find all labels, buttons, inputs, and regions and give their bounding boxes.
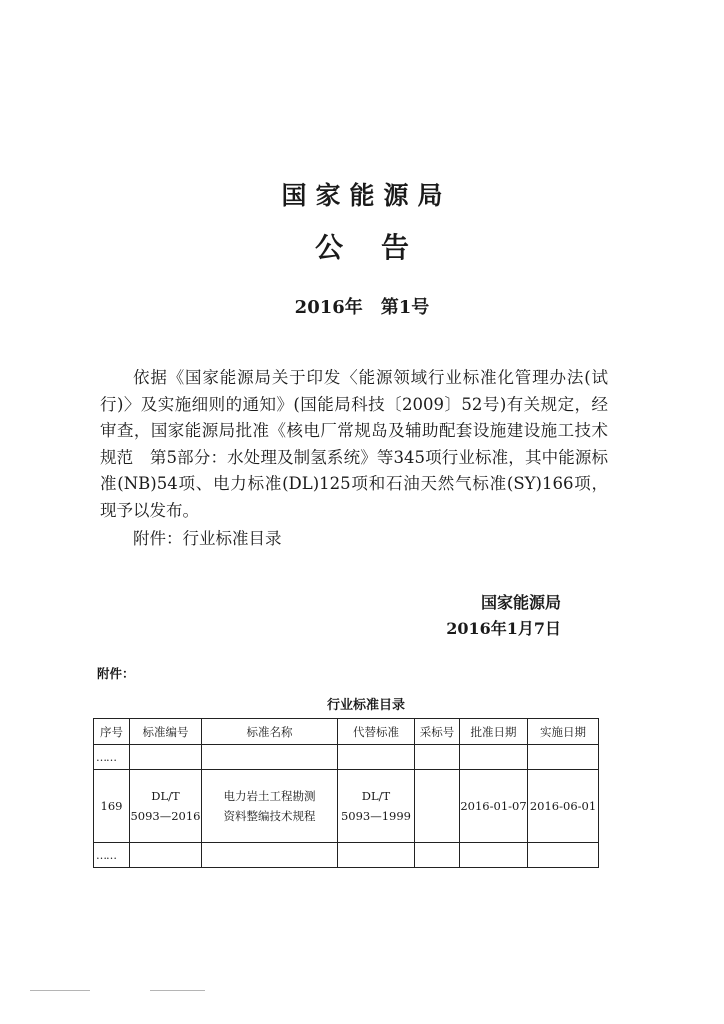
- header-name: 标准名称: [202, 719, 338, 745]
- header-impl-date: 实施日期: [528, 719, 599, 745]
- row-impl-date: 2016-06-01: [528, 770, 599, 843]
- issuing-org-title: 国家能源局: [281, 181, 452, 210]
- header-adopt: 采标号: [415, 719, 460, 745]
- row-code: [130, 770, 202, 843]
- row-approve-date: 2016-01-07: [460, 770, 528, 843]
- row-code-number: 5093—2016: [130, 809, 201, 823]
- signature-date: 2016年1月7日: [446, 619, 561, 638]
- table-row-ellipsis-top: [94, 745, 599, 770]
- row-name: [202, 770, 338, 843]
- announcement-body: 依据《国家能源局关于印发〈能源领域行业标准化管理办法(试行)〉及实施细则的通知》(国能局科技〔2009〕52号)有关规定，经审查，国家能源局批准《核电厂常规岛及辅助配套设施建设施工技术规范 第5部分：水处理及制氢系统》等345项行业标准，其中能源标准(NB)54项、电力标准(DL)125项和石油天然气标准(SY)166项，现予以发布。: [100, 368, 608, 520]
- ellipsis-cell: ……: [94, 843, 130, 868]
- appendix-label: 附件：: [97, 666, 135, 681]
- table-row-ellipsis-bottom: [94, 843, 599, 868]
- table-row: [94, 770, 599, 843]
- header-seq: 序号: [94, 719, 130, 745]
- announcement-title: 公告: [314, 231, 447, 264]
- header-replace: 代替标准: [338, 719, 415, 745]
- document-number: [0, 293, 724, 319]
- row-code-prefix: DL/T: [151, 789, 180, 803]
- row-name-line2: 资料整编技术规程: [223, 809, 316, 823]
- header-approve-date: 批准日期: [460, 719, 528, 745]
- header-code: 标准编号: [130, 719, 202, 745]
- standards-table: [93, 718, 599, 868]
- ellipsis-cell: ……: [94, 745, 130, 770]
- row-seq: 169: [94, 770, 130, 843]
- attachment-line: 附件：行业标准目录: [133, 529, 282, 548]
- scan-speck: [150, 990, 205, 991]
- document-issue-number: 第1号: [380, 297, 430, 318]
- scan-speck: [30, 990, 90, 991]
- standards-table-title: 行业标准目录: [326, 698, 405, 713]
- signature-org: 国家能源局: [480, 593, 561, 612]
- row-replace-prefix: DL/T: [361, 789, 391, 803]
- row-replace: [338, 770, 415, 843]
- row-replace-number: 5093—1999: [340, 809, 412, 823]
- document-year: 2016年: [294, 297, 363, 318]
- row-adopt: [415, 770, 460, 843]
- row-name-line1: 电力岩土工程勘测: [223, 789, 316, 803]
- table-header-row: [94, 719, 599, 745]
